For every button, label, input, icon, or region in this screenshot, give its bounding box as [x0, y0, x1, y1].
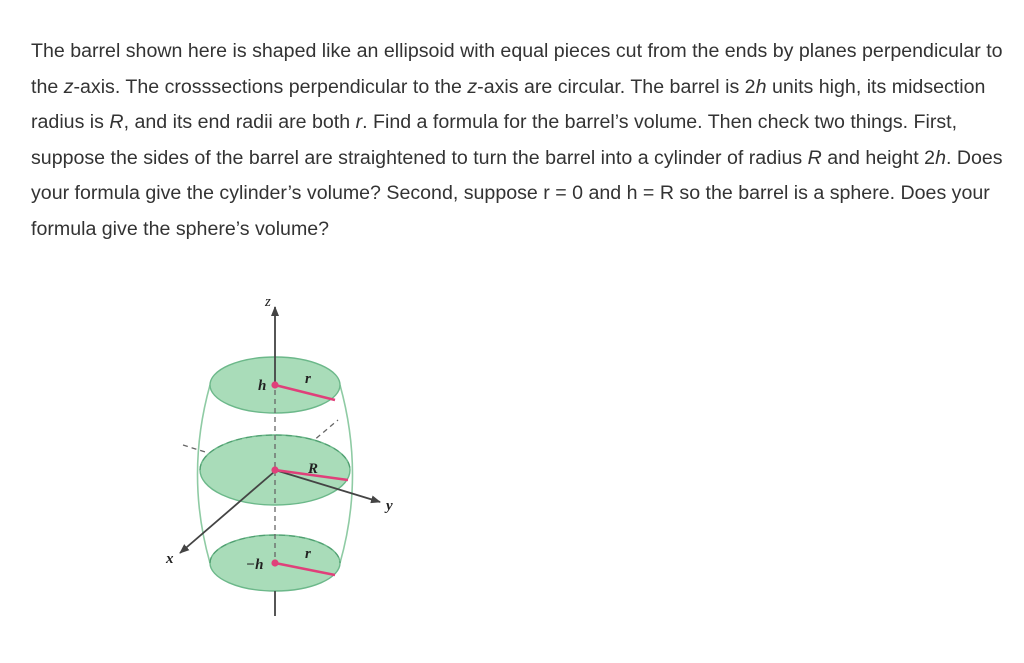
variable-z: z	[63, 75, 74, 98]
label-y: y	[386, 498, 393, 514]
label-h-top: h	[258, 378, 267, 394]
problem-statement	[31, 34, 1006, 247]
text-segment: , and its end radii are both	[123, 111, 356, 133]
bottom-center-point	[271, 559, 278, 566]
variable-r: r	[355, 111, 363, 133]
text-segment: . Find a formula for the barrel’s volume. Then check two things. First, suppose the sides of the barrel are straightened to turn the barrel into a cylinder of radius	[31, 111, 958, 169]
text-segment: and height 2	[821, 146, 936, 169]
variable-h: h	[755, 75, 767, 98]
label-z: z	[265, 294, 271, 310]
text-segment: The barrel shown here is shaped like an ellipsoid with equal pieces cut from the ends by planes perpendicular to the	[31, 40, 1003, 98]
variable-h: h	[935, 146, 946, 169]
text-segment: -axis. The crosssections perpendicular to the	[73, 75, 468, 98]
text-segment: . Does your formula give the cylinder’s volume? Second, suppose r = 0 and h = R so the barrel is a sphere. Does your formula give the sphere’s volume?	[31, 146, 1003, 240]
barrel-figure	[150, 290, 420, 630]
label-r-top: r	[305, 371, 311, 387]
barrel-diagram	[150, 290, 420, 630]
top-center-point	[271, 381, 278, 388]
variable-z: z	[467, 75, 478, 98]
middle-center-point	[271, 466, 278, 473]
text-segment: units high, its midsection radius is	[31, 75, 986, 133]
text-segment: -axis are circular. The barrel is 2	[477, 75, 756, 98]
variable-R: R	[109, 111, 124, 133]
label-x: x	[166, 551, 174, 567]
variable-R: R	[807, 146, 822, 169]
label-R-mid: R	[308, 461, 319, 477]
label-r-bottom: r	[305, 546, 311, 562]
label-h-bottom: −h	[246, 557, 264, 573]
